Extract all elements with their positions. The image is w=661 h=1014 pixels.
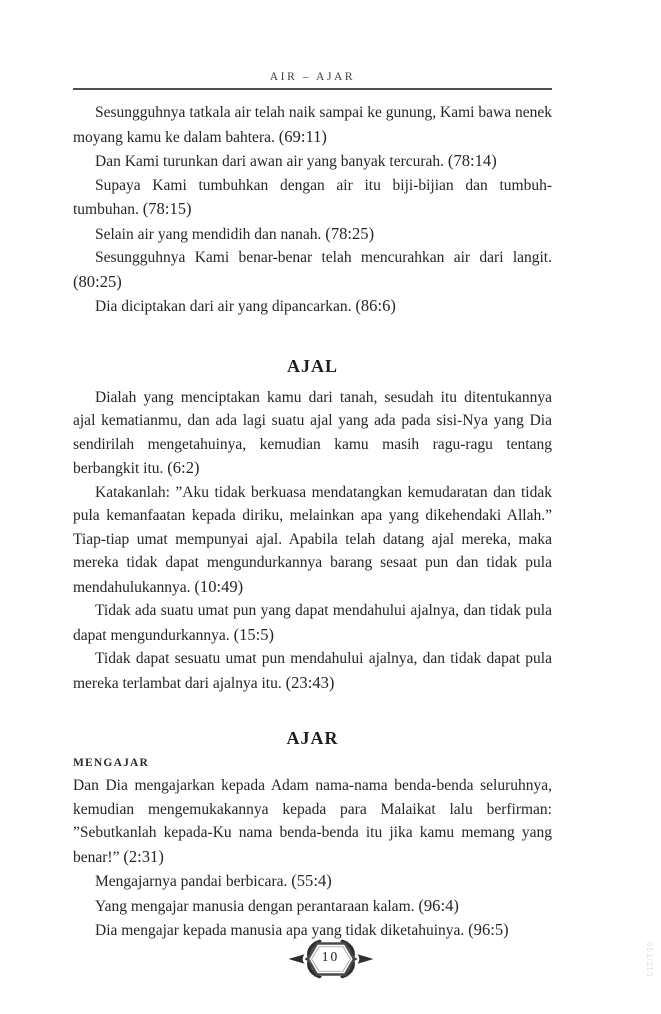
verse-paragraph — [73, 386, 552, 481]
verse-text: Mengajarnya pandai berbicara. — [95, 873, 288, 890]
verse-paragraph — [73, 774, 552, 869]
verse-paragraph — [73, 481, 552, 600]
verse-text: Sesungguhnya tatkala air telah naik sampai ke gunung, Kami bawa nenek moyang kamu ke dalam bahtera. — [73, 104, 552, 146]
verse-ref: (78:14) — [447, 151, 497, 170]
section-ajal — [73, 353, 552, 696]
verse-paragraph — [73, 294, 552, 319]
verse-text: Dia diciptakan dari air yang dipancarkan. — [95, 298, 352, 315]
text-block — [73, 101, 552, 943]
verse-ref: (78:25) — [325, 223, 375, 243]
verse-text: Selain air yang mendidih dan nanah. — [95, 225, 322, 243]
section-air-continued — [73, 101, 552, 319]
verse-ref: (86:6) — [355, 296, 396, 315]
verse-ref: (96:5) — [468, 920, 509, 939]
verse-ref: (96:4) — [418, 895, 459, 915]
section-heading-ajal: AJAL — [286, 355, 338, 376]
header-rule — [73, 88, 552, 90]
verse-paragraph — [73, 222, 552, 247]
verse-paragraph — [73, 149, 552, 174]
subsection-heading-mengajar: MENGAJAR — [73, 757, 150, 769]
verse-paragraph — [73, 894, 552, 919]
verse-paragraph — [73, 101, 552, 149]
verse-ref: (10:49) — [194, 576, 244, 596]
verse-text: Dialah yang menciptakan kamu dari tanah, sesudah itu ditentukannya ajal kematianmu, dan ada lagi suatu ajal yang ada pada sisi-Nya yang Dia sendirilah mengetahuinya, kemudian kamu masih ragu-ragu tentang berbangkit itu. — [73, 388, 552, 477]
running-header: AIR – AJAR — [269, 71, 356, 83]
verse-paragraph — [73, 869, 552, 894]
spine-code: 051/113 — [645, 942, 654, 978]
section-heading-ajar: AJAR — [286, 728, 339, 748]
verse-ref: (23:43) — [285, 672, 335, 692]
verse-text: Dan Dia mengajarkan kepada Adam nama-nama benda-benda seluruhnya, kemudian mengemukakannya kepada para Malaikat lalu berfirman: ”Sebutkanlah kepada-Ku nama benda-benda itu jika kamu memang yang benar!” — [73, 777, 552, 866]
page-number: 10 — [321, 949, 340, 964]
verse-paragraph — [73, 599, 552, 647]
page-ornament — [287, 936, 375, 982]
verse-text: Tidak ada suatu umat pun yang dapat mendahului ajalnya, dan tidak pula dapat mengundurkannya. — [73, 602, 552, 644]
verse-text: Katakanlah: ”Aku tidak berkuasa mendatangkan kemudaratan dan tidak pula kemanfaatan kepada diriku, melainkan apa yang dikehendaki Allah.” Tiap-tiap umat mempunyai ajal. Apabila telah datang ajal mereka, maka mereka tidak dapat mengundurkannya barang sesaat pun dan tidak pula mendahulukannya. — [73, 483, 552, 596]
verse-text: Yang mengajar manusia dengan perantaraan kalam. — [95, 897, 415, 915]
verse-ref: (15:5) — [233, 624, 275, 644]
verse-paragraph — [73, 174, 552, 222]
verse-text: Tidak dapat sesuatu umat pun mendahului ajalnya, dan tidak dapat pula mereka terlambat dari ajalnya itu. — [73, 650, 552, 692]
verse-text: Supaya Kami tumbuhkan dengan air itu biji-bijian dan tumbuh-tumbuhan. — [73, 176, 552, 218]
verse-ref: (78:15) — [142, 199, 192, 218]
page-footer — [0, 936, 661, 982]
verse-ref: (55:4) — [291, 871, 332, 890]
verse-ref: (2:31) — [123, 846, 164, 866]
verse-paragraph — [73, 246, 552, 294]
section-ajar — [73, 725, 552, 943]
verse-ref: (69:11) — [278, 126, 327, 146]
verse-ref: (80:25) — [73, 271, 122, 291]
verse-text: Dia mengajar kepada manusia apa yang tidak diketahuinya. — [95, 922, 465, 939]
verse-paragraph — [73, 647, 552, 695]
verse-ref: (6:2) — [167, 458, 200, 477]
verse-text: Sesungguhnya Kami benar-benar telah mencurahkan air dari langit. — [95, 249, 552, 266]
verse-text: Dan Kami turunkan dari awan air yang banyak tercurah. — [95, 153, 445, 170]
